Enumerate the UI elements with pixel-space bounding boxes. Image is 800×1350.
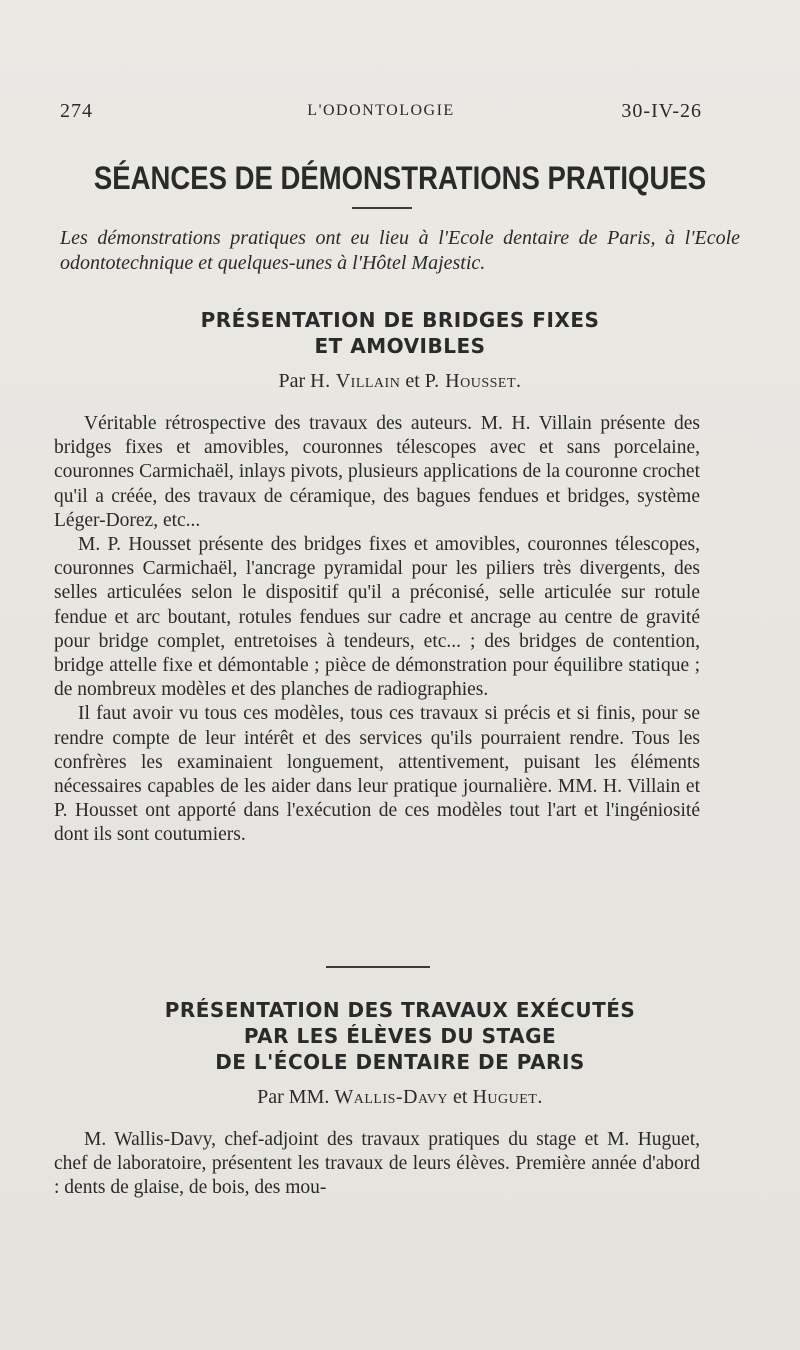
running-header bbox=[60, 100, 702, 130]
paragraph: Il faut avoir vu tous ces modèles, tous ces travaux si précis et si finis, pour se rendre compte de leur intérêt et des services qu'ils pourraient rendre. Tous les confrères les examinaient longuement, attentivement, puisant les éléments nécessaires capables de les aider dans leur pratique journalière. MM. H. Villain et P. Housset ont apporté dans l'exécution de ces modèles tout l'art et l'ingéniosité dont ils sont coutumiers. bbox=[54, 703, 700, 846]
section2-body bbox=[54, 1128, 700, 1201]
section1-byline bbox=[40, 370, 760, 393]
paragraph: M. Wallis-Davy, chef-adjoint des travaux pratiques du stage et M. Huguet, chef de laboratoire, présentent les travaux de leurs élèves. Première année d'abord : dents de glaise, de bois, des mou- bbox=[54, 1129, 700, 1199]
byline-prefix: Par MM. bbox=[257, 1086, 330, 1108]
byline-conjunction: et bbox=[405, 370, 420, 392]
paragraph: Véritable rétrospective des travaux des auteurs. M. H. Villain présente des bridges fixes et amovibles, couronnes télescopes avec et sans porcelaine, couronnes Carmichaël, inlays pivots, plusieurs applications de la couronne crochet qu'il a créée, des travaux de céramique, des bagues fendues et bridges, système Léger-Dorez, etc... bbox=[54, 413, 700, 531]
byline-conjunction: et bbox=[453, 1086, 468, 1108]
intro-text: Les démonstrations pratiques ont eu lieu à l'Ecole dentaire de Paris, à l'Ecole odontotechnique et quelques-unes à l'Hôtel Majestic. bbox=[60, 227, 740, 274]
author-villain: H. Villain bbox=[310, 370, 401, 392]
section2-title-line3: DE L'ÉCOLE DENTAIRE DE PARIS bbox=[215, 1050, 585, 1074]
paragraph: M. P. Housset présente des bridges fixes et amovibles, couronnes télescopes, couronnes Carmichaël, l'ancrage pyramidal pour les piliers très divergents, des selles articulées selon le dispositif qu'il a préconisé, selle articulée sur rotule fendue et arc boutant, rotules fendues sur cadre et ancrage au centre de gravité pour bridge complet, entretoises à tendeurs, etc... ; des bridges de contention, bridge attelle fixe et démontable ; pièce de démonstration pour équilibre statique ; de nombreux modèles et des planches de radiographies. bbox=[54, 534, 700, 701]
author-wallis-davy: Wallis-Davy bbox=[334, 1086, 449, 1108]
byline-prefix: Par bbox=[278, 370, 306, 392]
section2-title-line2: PAR LES ÉLÈVES DU STAGE bbox=[243, 1024, 557, 1048]
section1-title-line1: PRÉSENTATION DE BRIDGES FIXES bbox=[200, 308, 600, 332]
section1-title-line2: ET AMOVIBLES bbox=[314, 334, 486, 358]
author-housset: P. Housset. bbox=[424, 370, 522, 392]
author-huguet: Huguet. bbox=[472, 1086, 543, 1108]
page-number: 274 bbox=[60, 100, 93, 122]
title-rule bbox=[352, 207, 412, 209]
section2-byline bbox=[40, 1086, 760, 1109]
section-divider bbox=[326, 966, 430, 968]
section1-body bbox=[54, 412, 700, 848]
journal-title: L'ODONTOLOGIE bbox=[307, 102, 455, 119]
section2-title-line1: PRÉSENTATION DES TRAVAUX EXÉCUTÉS bbox=[164, 998, 636, 1022]
issue-date: 30-IV-26 bbox=[621, 100, 702, 122]
main-title: SÉANCES DE DÉMONSTRATIONS PRATIQUES bbox=[93, 160, 707, 196]
